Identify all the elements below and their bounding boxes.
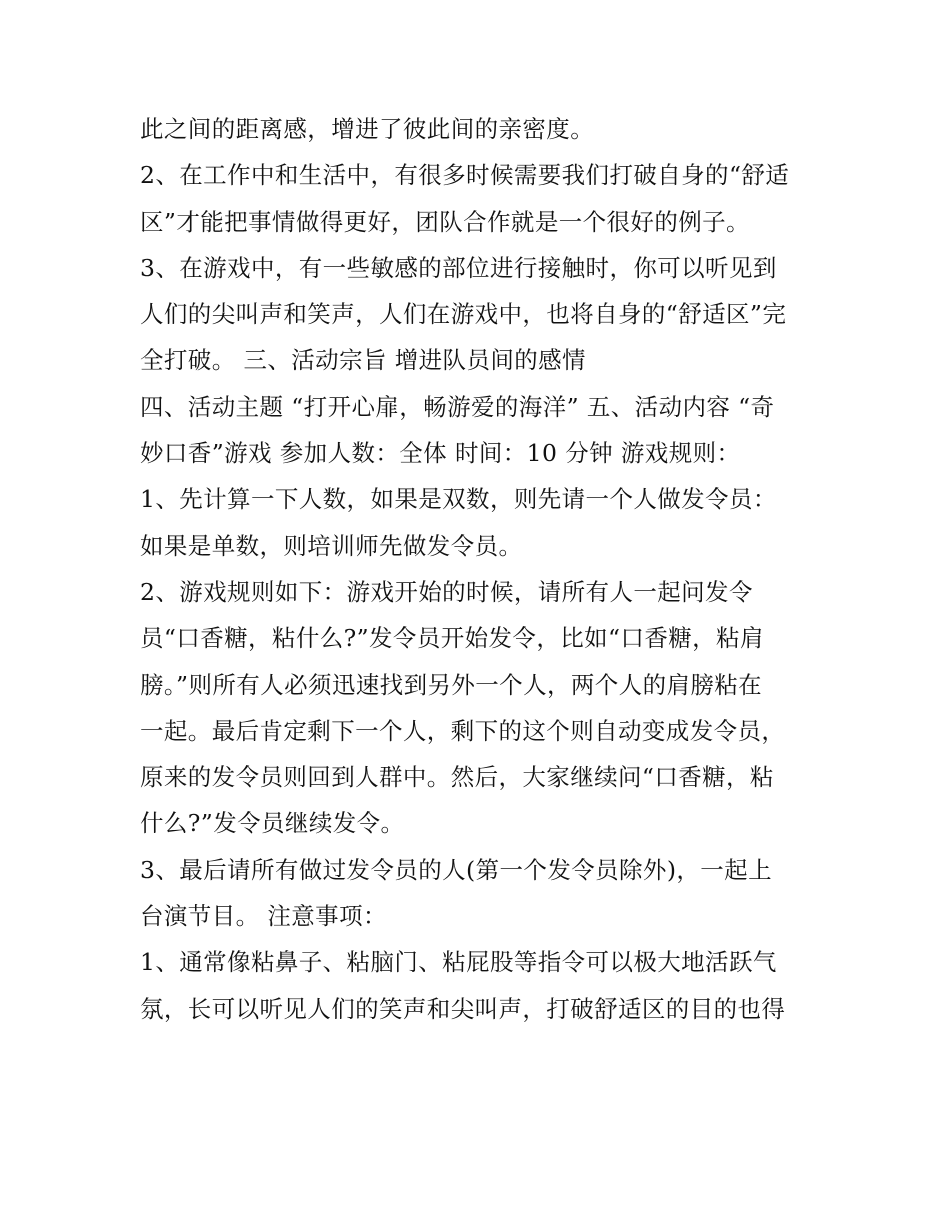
text-line: 2、游戏规则如下：游戏开始的时候，请所有人一起问发令 [140, 577, 753, 606]
text-line: 3、最后请所有做过发令员的人(第一个发令员除外)，一起上 [140, 855, 772, 884]
document-body [140, 106, 840, 1032]
text-line: 区”才能把事情做得更好，团队合作就是一个很好的例子。 [140, 207, 750, 236]
text-line: 一起。最后肯定剩下一个人，剩下的这个则自动变成发令员， [140, 716, 786, 745]
text-line: 四、活动主题 “打开心扉，畅游爱的海洋” 五、活动内容 “奇 [140, 392, 775, 421]
text-line: 1、通常像粘鼻子、粘脑门、粘屁股等指令可以极大地活跃气 [140, 948, 777, 977]
text-line: 氛，长可以听见人们的笑声和尖叫声，打破舒适区的目的也得 [140, 994, 786, 1023]
text-line: 什么?”发令员继续发令。 [140, 809, 405, 838]
text-line: 膀。”则所有人必须迅速找到另外一个人，两个人的肩膀粘在 [140, 670, 763, 699]
text-line: 如果是单数，则培训师先做发令员。 [140, 531, 523, 560]
text-line: 台演节目。 注意事项： [140, 902, 387, 931]
text-line: 3、在游戏中，有一些敏感的部位进行接触时，你可以听见到 [140, 253, 777, 282]
text-line: 2、在工作中和生活中，有很多时候需要我们打破自身的“舒适 [140, 161, 790, 190]
text-line: 妙口香”游戏 参加人数：全体 时间：10 分钟 游戏规则： [140, 439, 741, 468]
text-line: 人们的尖叫声和笑声，人们在游戏中，也将自身的“舒适区”完 [140, 300, 787, 329]
text-line: 全打破。 三、活动宗旨 增进队员间的感情 [140, 346, 586, 375]
text-line: 此之间的距离感，增进了彼此间的亲密度。 [140, 115, 595, 143]
text-line: 原来的发令员则回到人群中。然后，大家继续问“口香糖，粘 [140, 763, 774, 792]
text-line: 1、先计算一下人数，如果是双数，则先请一个人做发令员： [140, 485, 777, 514]
text-line: 员“口香糖，粘什么?”发令员开始发令，比如“口香糖，粘肩 [140, 624, 764, 653]
